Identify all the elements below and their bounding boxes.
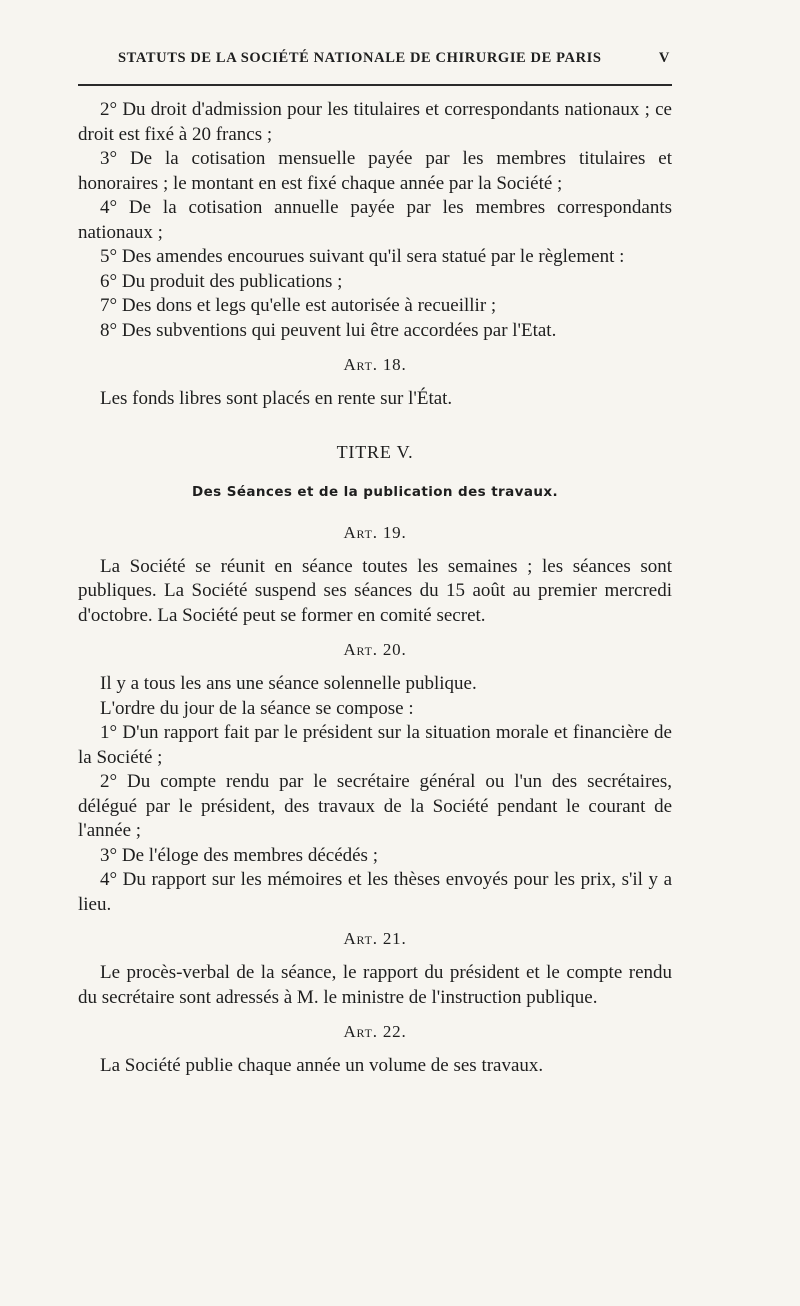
article-19-label: Art. 19. — [343, 522, 407, 542]
titre-heading: TITRE V. — [336, 441, 414, 462]
article-21-text: Le procès-verbal de la séance, le rapport du président et le compte rendu du secrétaire sont adressés à M. le ministre de l'instruction publique. — [78, 962, 672, 1008]
article-20-label: Art. 20. — [343, 640, 407, 659]
article-21-label: Art. 21. — [343, 929, 407, 948]
article-22-text: La Société publie chaque année un volume de ses travaux. — [100, 1055, 544, 1076]
list-item: 3° De la cotisation mensuelle payée par les membres titulaires et honoraires ; le montant en est fixé chaque année par la Société ; — [78, 148, 672, 194]
page-number: V — [658, 50, 670, 66]
article-19-text: La Société se réunit en séance toutes les semaines ; les séances sont publiques. La Société suspend ses séances du 15 août au premier mercredi d'octobre. La Société peut se former en comité secret. — [78, 555, 672, 626]
list-item: 2° Du droit d'admission pour les titulaires et correspondants nationaux ; ce droit est fixé à 20 francs ; — [78, 99, 672, 145]
list-item: 4° De la cotisation annuelle payée par les membres correspondants nationaux ; — [78, 197, 672, 243]
list-item: 3° De l'éloge des membres décédés ; — [100, 844, 378, 866]
list-item: 8° Des subventions qui peuvent lui être accordées par l'Etat. — [100, 319, 557, 341]
list-item: 5° Des amendes encourues suivant qu'il sera statué par le règlement : — [100, 246, 625, 267]
list-item: 2° Du compte rendu par le secrétaire général ou l'un des secrétaires, délégué par le président, des travaux de la Société pendant le courant de l'année ; — [78, 771, 672, 841]
list-item: 4° Du rapport sur les mémoires et les thèses envoyés pour les prix, s'il y a lieu. — [78, 869, 672, 915]
header-title: STATUTS DE LA SOCIÉTÉ NATIONALE DE CHIRURGIE DE PARIS — [118, 50, 602, 66]
titre-subtitle: Des Séances et de la publication des travaux. — [192, 484, 558, 500]
list-item: 6° Du produit des publications ; — [100, 270, 343, 292]
article-18-text: Les fonds libres sont placés en rente sur l'État. — [100, 388, 453, 409]
article-22-label: Art. 22. — [343, 1022, 407, 1041]
list-item: L'ordre du jour de la séance se compose : — [100, 697, 414, 719]
list-item: 7° Des dons et legs qu'elle est autorisée à recueillir ; — [100, 295, 497, 316]
header-rule — [78, 84, 672, 86]
page-body — [78, 98, 672, 1079]
running-header — [78, 47, 672, 71]
article-18-label: Art. 18. — [343, 355, 407, 374]
list-item: 1° D'un rapport fait par le président sur la situation morale et financière de la Société ; — [78, 722, 672, 768]
list-item: Il y a tous les ans une séance solennelle publique. — [100, 673, 477, 694]
